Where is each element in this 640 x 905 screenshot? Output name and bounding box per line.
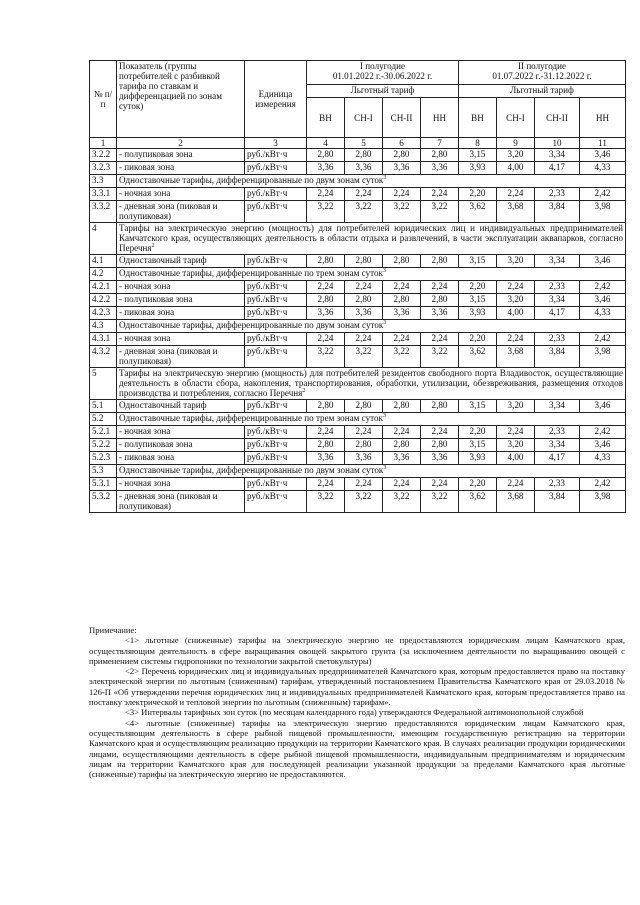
tariff-value: 4,17: [535, 452, 580, 465]
tariff-value: 3,36: [383, 307, 421, 320]
tariff-value: 2,24: [421, 333, 459, 346]
row-name: - полупиковая зона: [117, 149, 245, 162]
footnote-ref: 2: [151, 242, 155, 249]
tariff-value: 2,24: [497, 333, 535, 346]
tariff-value: 3,22: [307, 346, 345, 368]
tariff-value: 3,36: [421, 452, 459, 465]
tariff-value: 2,33: [535, 188, 580, 201]
tariff-value: 2,80: [421, 294, 459, 307]
row-num: 3.3.2: [90, 201, 117, 223]
row-unit: руб./кВт·ч: [245, 426, 307, 439]
tariff-value: 4,33: [580, 307, 626, 320]
tariff-value: 4,00: [497, 307, 535, 320]
tariff-value: 3,62: [459, 201, 497, 223]
tariff-value: 2,80: [421, 255, 459, 268]
tariff-value: 3,15: [459, 149, 497, 162]
table-row: [90, 478, 626, 491]
tariff-value: 3,20: [497, 439, 535, 452]
section-row: [90, 465, 626, 478]
row-name: - дневная зона (пиковая и полупиковая): [117, 201, 245, 223]
column-number: 1: [90, 138, 117, 149]
section-title: [117, 268, 626, 281]
column-number: 8: [459, 138, 497, 149]
tariff-value: 4,33: [580, 162, 626, 175]
tariff-value: 2,24: [345, 426, 383, 439]
tariff-value: 2,24: [383, 478, 421, 491]
row-unit: руб./кВт·ч: [245, 439, 307, 452]
table-row: [90, 400, 626, 413]
section-row: [90, 413, 626, 426]
row-unit: руб./кВт·ч: [245, 281, 307, 294]
row-unit: руб./кВт·ч: [245, 162, 307, 175]
section-row: [90, 320, 626, 333]
section-title: [117, 368, 626, 400]
row-num: 4.2.2: [90, 294, 117, 307]
tariff-value: 3,84: [535, 346, 580, 368]
tariff-value: 2,24: [383, 426, 421, 439]
tariff-value: 3,22: [383, 491, 421, 513]
section-text: Одноставочные тарифы, дифференцированные по двум зонам суток: [119, 175, 384, 185]
row-num: 5.1: [90, 400, 117, 413]
row-name: Одноставочный тариф: [117, 255, 245, 268]
row-unit: руб./кВт·ч: [245, 307, 307, 320]
row-num: 5.2.2: [90, 439, 117, 452]
row-num: 5.3.1: [90, 478, 117, 491]
tariff-value: 3,36: [383, 452, 421, 465]
row-num: 5: [90, 368, 117, 400]
row-unit: руб./кВт·ч: [245, 201, 307, 223]
section-title: [117, 465, 626, 478]
tariff-value: 2,80: [383, 255, 421, 268]
tariff-value: 2,24: [307, 333, 345, 346]
footnote-ref: 3: [383, 464, 387, 471]
header-level: ВН: [459, 98, 497, 138]
tariff-value: 3,22: [421, 491, 459, 513]
row-num: 5.3: [90, 465, 117, 478]
footnote-ref: 3: [383, 174, 387, 181]
section-row: [90, 368, 626, 400]
header-tariff-1: Льготный тариф: [307, 85, 459, 98]
tariff-value: 2,24: [383, 281, 421, 294]
tariff-value: 3,34: [535, 149, 580, 162]
tariff-value: 2,24: [383, 188, 421, 201]
table-row: [90, 294, 626, 307]
section-text: Одноставочные тарифы, дифференцированные по трем зонам суток: [119, 268, 383, 278]
tariff-value: 3,22: [345, 491, 383, 513]
row-num: 4.3.2: [90, 346, 117, 368]
table-row: [90, 149, 626, 162]
header-indicator: Показатель (группы потребителей с разбивкой тарифа по ставкам и дифференцацией по зонам суток): [117, 61, 245, 138]
header-level: СН-II: [535, 98, 580, 138]
tariff-value: 2,24: [307, 281, 345, 294]
table-row: [90, 426, 626, 439]
tariff-value: 2,33: [535, 478, 580, 491]
row-num: 5.3.2: [90, 491, 117, 513]
tariff-value: 3,98: [580, 346, 626, 368]
header-level: НН: [580, 98, 626, 138]
column-number: 10: [535, 138, 580, 149]
tariff-value: 3,46: [580, 255, 626, 268]
tariff-value: 3,36: [345, 307, 383, 320]
tariff-value: 2,20: [459, 333, 497, 346]
row-num: 3.3: [90, 175, 117, 188]
tariff-value: 2,24: [383, 333, 421, 346]
column-number: 11: [580, 138, 626, 149]
tariff-value: 2,24: [345, 188, 383, 201]
header-period-1: I полугодие 01.01.2022 г.-30.06.2022 г.: [307, 61, 459, 85]
tariff-value: 3,36: [307, 307, 345, 320]
column-number: 9: [497, 138, 535, 149]
row-unit: руб./кВт·ч: [245, 452, 307, 465]
tariff-value: 2,24: [307, 188, 345, 201]
tariff-value: 3,36: [345, 452, 383, 465]
tariff-value: 3,36: [421, 162, 459, 175]
row-name: - пиковая зона: [117, 452, 245, 465]
tariff-value: 3,46: [580, 149, 626, 162]
table-row: [90, 452, 626, 465]
tariff-value: 3,93: [459, 452, 497, 465]
tariff-value: 2,24: [421, 478, 459, 491]
column-number: 2: [117, 138, 245, 149]
tariff-value: 3,62: [459, 346, 497, 368]
footnote: <4> льготные (сниженные) тарифы на электрическую энергию предоставляются юридическим лицам Камчатского края, осуществляющим деятельность в сфере рыбной пищевой промышленности, имеющим государственную регистрацию на территории Камчатского края и осуществляющим реализацию продукции на территории Камчатского края. В случаях реализации продукции юридическими лицами, осуществляющими деятельность в сфере рыбной пищевой промышленности, индивидуальным предпринимателям и юридическим лицам на территории Камчатского края для последующей реализации указанной продукции за пределами Камчатского края льготные (сниженные) тарифы на электрическую энергию не предоставляются.: [89, 717, 625, 780]
tariff-value: 3,20: [497, 255, 535, 268]
footnote: <3> Интервалы тарифных зон суток (по месяцам календарного года) утверждаются Федеральной антимонопольной службой: [125, 707, 584, 718]
tariff-value: 2,20: [459, 188, 497, 201]
row-num: 4.2.1: [90, 281, 117, 294]
notes-title: Примечание:: [89, 625, 137, 635]
row-name: - пиковая зона: [117, 307, 245, 320]
row-num: 4.3.1: [90, 333, 117, 346]
tariff-value: 2,80: [345, 255, 383, 268]
tariff-value: 2,20: [459, 478, 497, 491]
footnote-ref: 2: [302, 387, 306, 394]
tariff-value: 3,22: [307, 491, 345, 513]
section-text: Тарифы на электрическую энергию (мощность) для потребителей резидентов свободного порта Владивосток, осуществляющие деятельность в области сбора, накопления, транспортирования, обработки, утилизации, обезвреживания, размещения отходов производства и потребления, согласно Перечня: [119, 368, 623, 398]
table-row: [90, 255, 626, 268]
row-unit: руб./кВт·ч: [245, 478, 307, 491]
footnote-ref: 3: [382, 412, 386, 419]
tariff-value: 3,84: [535, 201, 580, 223]
tariff-value: 4,17: [535, 162, 580, 175]
tariff-value: 2,24: [307, 426, 345, 439]
tariff-value: 2,80: [307, 439, 345, 452]
row-name: - полупиковая зона: [117, 294, 245, 307]
tariff-value: 2,33: [535, 281, 580, 294]
tariff-value: 2,42: [580, 281, 626, 294]
row-unit: руб./кВт·ч: [245, 491, 307, 513]
row-name: - ночная зона: [117, 426, 245, 439]
tariff-value: 2,80: [345, 294, 383, 307]
tariff-value: 3,22: [307, 201, 345, 223]
tariff-value: 3,15: [459, 400, 497, 413]
row-unit: руб./кВт·ч: [245, 346, 307, 368]
notes: [89, 625, 625, 779]
tariff-value: 3,36: [307, 162, 345, 175]
tariff-value: 3,20: [497, 294, 535, 307]
column-number: 4: [307, 138, 345, 149]
tariff-value: 2,80: [345, 400, 383, 413]
row-num: 3.2.2: [90, 149, 117, 162]
tariff-value: 3,20: [497, 149, 535, 162]
header-level: ВН: [307, 98, 345, 138]
tariff-value: 3,34: [535, 255, 580, 268]
row-name: Одноставочный тариф: [117, 400, 245, 413]
tariff-value: 2,80: [307, 294, 345, 307]
row-num: 5.2.3: [90, 452, 117, 465]
section-title: [117, 413, 626, 426]
tariff-value: 3,22: [383, 346, 421, 368]
tariff-value: 3,15: [459, 294, 497, 307]
tariff-value: 2,80: [383, 439, 421, 452]
section-title: [117, 320, 626, 333]
tariff-value: 3,68: [497, 201, 535, 223]
tariff-value: 2,42: [580, 426, 626, 439]
tariff-value: 2,24: [307, 478, 345, 491]
section-text: Тарифы на электрическую энергию (мощность) для потребителей юридических лиц и индивидуальных предпринимателей Камчатского края, осуществляющих деятельность в области отдыха и развлечений, в части эксплуатации аквапарков, согласно Перечня: [119, 223, 623, 253]
row-num: 4.1: [90, 255, 117, 268]
section-title: [117, 175, 626, 188]
tariff-value: 3,36: [383, 162, 421, 175]
tariff-value: 2,20: [459, 281, 497, 294]
row-unit: руб./кВт·ч: [245, 400, 307, 413]
header-tariff-2: Льготный тариф: [459, 85, 626, 98]
section-text: Одноставочные тарифы, дифференцированные по двум зонам суток: [119, 320, 384, 330]
tariff-value: 2,24: [345, 281, 383, 294]
row-num: 4.3: [90, 320, 117, 333]
tariff-value: 3,84: [535, 491, 580, 513]
tariff-value: 2,80: [345, 149, 383, 162]
tariff-value: 2,24: [497, 188, 535, 201]
tariff-value: 3,34: [535, 400, 580, 413]
table-row: [90, 162, 626, 175]
footnote: <2> Перечень юридических лиц и индивидуальных предпринимателей Камчатского края, которым предоставляется право на поставку электрической энергии по льготным (сниженным) тарифам, утвержденный постановлением Правительства Камчатского края от 29.03.2018 № 126-П «Об утверждении перечня юридических лиц и индивидуальных предпринимателей Камчатского края, которым предоставляется право на поставку электрической и тепловой энергии по льготным (сниженным) тарифам».: [89, 666, 625, 708]
tariff-value: 3,46: [580, 439, 626, 452]
tariff-value: 2,24: [345, 478, 383, 491]
row-name: - полупиковая зона: [117, 439, 245, 452]
tariff-table: [89, 60, 626, 513]
footnote-ref: 3: [382, 267, 386, 274]
row-name: - ночная зона: [117, 478, 245, 491]
row-unit: руб./кВт·ч: [245, 149, 307, 162]
row-unit: руб./кВт·ч: [245, 188, 307, 201]
tariff-value: 3,20: [497, 400, 535, 413]
tariff-value: 2,24: [497, 478, 535, 491]
row-name: - ночная зона: [117, 333, 245, 346]
row-num: 4.2: [90, 268, 117, 281]
section-text: Одноставочные тарифы, дифференцированные по трем зонам суток: [119, 413, 383, 423]
tariff-value: 2,24: [421, 281, 459, 294]
table-row: [90, 281, 626, 294]
tariff-value: 3,36: [345, 162, 383, 175]
tariff-value: 2,42: [580, 478, 626, 491]
tariff-value: 2,24: [345, 333, 383, 346]
tariff-value: 3,68: [497, 491, 535, 513]
section-row: [90, 268, 626, 281]
header-level: СН-I: [345, 98, 383, 138]
row-unit: руб./кВт·ч: [245, 255, 307, 268]
tariff-value: 3,62: [459, 491, 497, 513]
tariff-value: 4,00: [497, 452, 535, 465]
header-num: № п/п: [90, 61, 117, 138]
table-row: [90, 346, 626, 368]
column-number: 3: [245, 138, 307, 149]
tariff-value: 3,93: [459, 162, 497, 175]
tariff-value: 2,42: [580, 333, 626, 346]
footnote: <1> льготные (сниженные) тарифы на электрическую энергию не предоставляются юридическим лицам Камчатского края, осуществляющим деятельность в сфере выращивания овощей закрытого грунта (за исключением деятельности по выращиванию овощей с применением системы гидропоники по технологии закрытой светокультуры): [89, 635, 625, 666]
tariff-value: 2,24: [497, 426, 535, 439]
tariff-value: 2,24: [497, 281, 535, 294]
section-row: [90, 175, 626, 188]
tariff-value: 3,22: [345, 201, 383, 223]
tariff-value: 4,00: [497, 162, 535, 175]
tariff-value: 3,34: [535, 294, 580, 307]
tariff-value: 3,34: [535, 439, 580, 452]
tariff-value: 2,80: [307, 400, 345, 413]
tariff-value: 3,93: [459, 307, 497, 320]
row-num: 4.2.3: [90, 307, 117, 320]
header-level: НН: [421, 98, 459, 138]
table-row: [90, 188, 626, 201]
tariff-value: 2,80: [421, 400, 459, 413]
column-number: 7: [421, 138, 459, 149]
tariff-value: 2,80: [345, 439, 383, 452]
tariff-value: 2,24: [421, 188, 459, 201]
tariff-value: 3,15: [459, 439, 497, 452]
tariff-value: 3,22: [345, 346, 383, 368]
section-row: [90, 223, 626, 255]
tariff-value: 3,36: [421, 307, 459, 320]
row-num: 5.2: [90, 413, 117, 426]
table-row: [90, 439, 626, 452]
header-period-2: II полугодие 01.07.2022 г.-31.12.2022 г.: [459, 61, 626, 85]
header-level: СН-II: [383, 98, 421, 138]
row-unit: руб./кВт·ч: [245, 333, 307, 346]
section-title: [117, 223, 626, 255]
tariff-value: 2,80: [383, 294, 421, 307]
table-row: [90, 307, 626, 320]
tariff-value: 2,20: [459, 426, 497, 439]
tariff-value: 3,22: [421, 201, 459, 223]
section-text: Одноставочные тарифы, дифференцированные по двум зонам суток: [119, 465, 384, 475]
tariff-value: 2,80: [383, 400, 421, 413]
row-num: 3.2.3: [90, 162, 117, 175]
tariff-value: 2,80: [421, 149, 459, 162]
tariff-value: 2,42: [580, 188, 626, 201]
tariff-value: 3,98: [580, 201, 626, 223]
row-name: - ночная зона: [117, 188, 245, 201]
tariff-value: 3,22: [421, 346, 459, 368]
tariff-value: 3,36: [307, 452, 345, 465]
tariff-value: 2,33: [535, 333, 580, 346]
row-name: - пиковая зона: [117, 162, 245, 175]
header-unit: Единица измерения: [245, 61, 307, 138]
row-num: 4: [90, 223, 117, 255]
table-row: [90, 333, 626, 346]
tariff-value: 2,80: [307, 255, 345, 268]
tariff-value: 2,33: [535, 426, 580, 439]
tariff-value: 2,80: [307, 149, 345, 162]
tariff-value: 2,24: [421, 426, 459, 439]
tariff-value: 3,68: [497, 346, 535, 368]
tariff-value: 3,46: [580, 400, 626, 413]
tariff-value: 4,17: [535, 307, 580, 320]
table-row: [90, 201, 626, 223]
row-name: - ночная зона: [117, 281, 245, 294]
row-num: 3.3.1: [90, 188, 117, 201]
tariff-value: 3,22: [383, 201, 421, 223]
column-number: 6: [383, 138, 421, 149]
row-unit: руб./кВт·ч: [245, 294, 307, 307]
column-number: 5: [345, 138, 383, 149]
tariff-value: 2,80: [383, 149, 421, 162]
tariff-value: 3,46: [580, 294, 626, 307]
tariff-value: 2,80: [421, 439, 459, 452]
tariff-value: 3,15: [459, 255, 497, 268]
tariff-value: 3,98: [580, 491, 626, 513]
table-row: [90, 491, 626, 513]
tariff-value: 4,33: [580, 452, 626, 465]
footnote-ref: 3: [383, 319, 387, 326]
row-name: - дневная зона (пиковая и полупиковая): [117, 346, 245, 368]
row-name: - дневная зона (пиковая и полупиковая): [117, 491, 245, 513]
header-level: СН-I: [497, 98, 535, 138]
row-num: 5.2.1: [90, 426, 117, 439]
